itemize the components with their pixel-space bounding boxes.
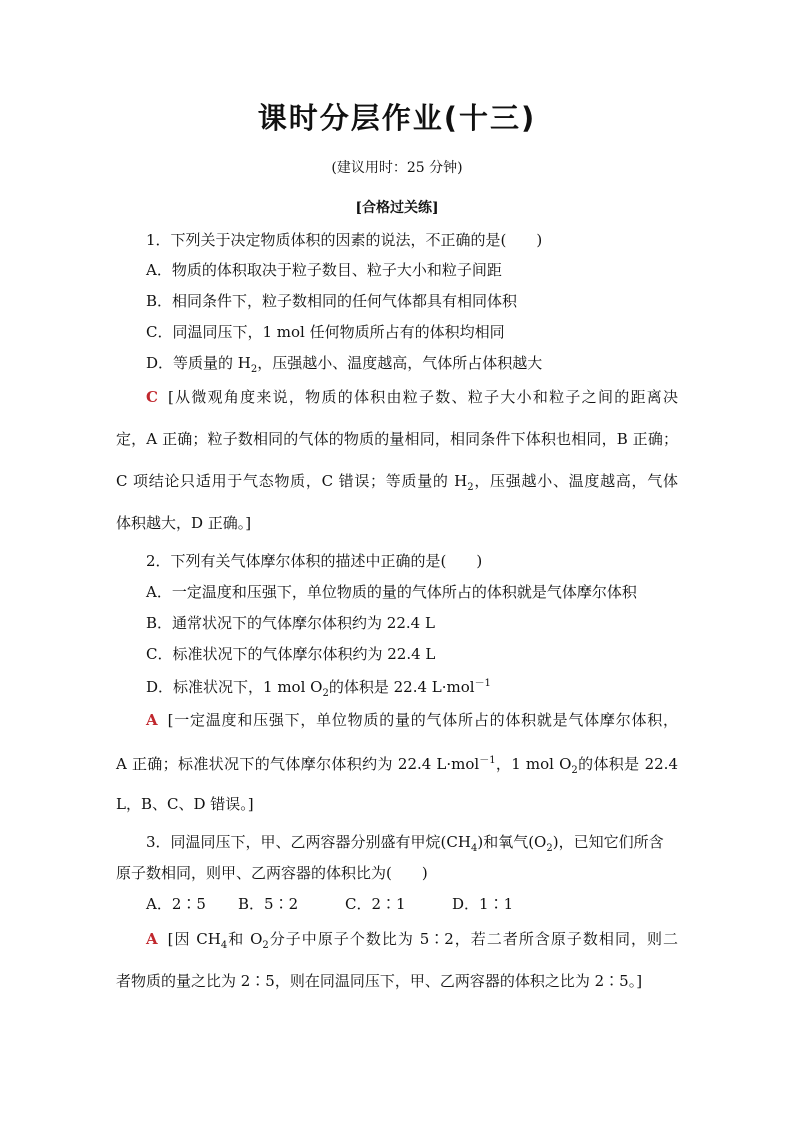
q1-explanation-line: 定，A 正确；粒子数相同的气体的物质的量相同，相同条件下体积也相同，B 正确；: [116, 430, 678, 448]
q3-answer-explanation: A [因 $CH_4$和 $O_2$分子中原子个数比为 5∶2，若二者所含原子数相同，则二: [146, 930, 678, 951]
q2-option-c: C．标准状况下的气体摩尔体积约为 22.4 L: [146, 645, 436, 663]
q3-options: [146, 893, 513, 914]
section-heading: [合格过关练]: [355, 200, 439, 216]
q2-option-b: B．通常状况下的气体摩尔体积约为 22.4 L: [146, 614, 435, 632]
q3-stem-line: 原子数相同，则甲、乙两容器的体积比为( ): [116, 864, 428, 882]
suggested-time: (建议用时：25 分钟): [331, 160, 463, 176]
q3-option-c: C．2∶1: [345, 895, 406, 913]
q3-option-a: A．2∶5: [146, 895, 206, 913]
q1-answer-letter: C: [146, 388, 158, 406]
q2-answer-letter: A: [146, 711, 158, 729]
q1-option-a: A．物质的体积取决于粒子数目、粒子大小和粒子间距: [146, 261, 502, 279]
q1-option-d: D．等质量的 $H_2$，压强越小、温度越高，气体所占体积越大: [146, 354, 543, 375]
q1-option-b: B．相同条件下，粒子数相同的任何气体都具有相同体积: [146, 292, 518, 310]
q3-answer-letter: A: [146, 930, 158, 948]
q3-option-b: B．5∶2: [238, 895, 299, 913]
q1-explanation-line: 体积越大，D 正确。]: [116, 514, 252, 532]
q2-stem: 2．下列有关气体摩尔体积的描述中正确的是( ): [146, 552, 483, 570]
q2-option-a: A．一定温度和压强下，单位物质的量的气体所占的体积就是气体摩尔体积: [146, 583, 637, 601]
q1-explanation-line: C 项结论只适用于气态物质，C 错误；等质量的 $H_2$，压强越小、温度越高，气体: [116, 472, 678, 493]
q1-answer-explanation: C [从微观角度来说，物质的体积由粒子数、粒子大小和粒子之间的距离决: [146, 388, 678, 406]
q1-option-c: C．同温同压下，1 mol 任何物质所占有的体积均相同: [146, 323, 505, 341]
q2-explanation-line: L，B、C、D 错误。]: [116, 795, 254, 813]
q2-answer-explanation: A [一定温度和压强下，单位物质的量的气体所占的体积就是气体摩尔体积，: [146, 711, 678, 729]
q2-option-d: D．标准状况下，1 mol $O_2$的体积是 22.4 L·mol$^{-1}$: [146, 678, 491, 699]
q1-stem: 1．下列关于决定物质体积的因素的说法，不正确的是( ): [146, 231, 543, 249]
q3-stem: 3．同温同压下，甲、乙两容器分别盛有甲烷$(CH_4)$和氧气$(O_2)$，已知它们所含: [146, 833, 664, 854]
page-title: 课时分层作业(十三): [257, 101, 537, 135]
q3-option-d: D．1∶1: [452, 895, 514, 913]
q3-explanation-line: 者物质的量之比为 2∶5，则在同温同压下，甲、乙两容器的体积之比为 2∶5。]: [116, 972, 643, 990]
q2-explanation-line: A 正确；标准状况下的气体摩尔体积约为 22.4 L·mol$^{-1}$，1 mol $O_2$的体积是 22.4: [116, 755, 678, 776]
